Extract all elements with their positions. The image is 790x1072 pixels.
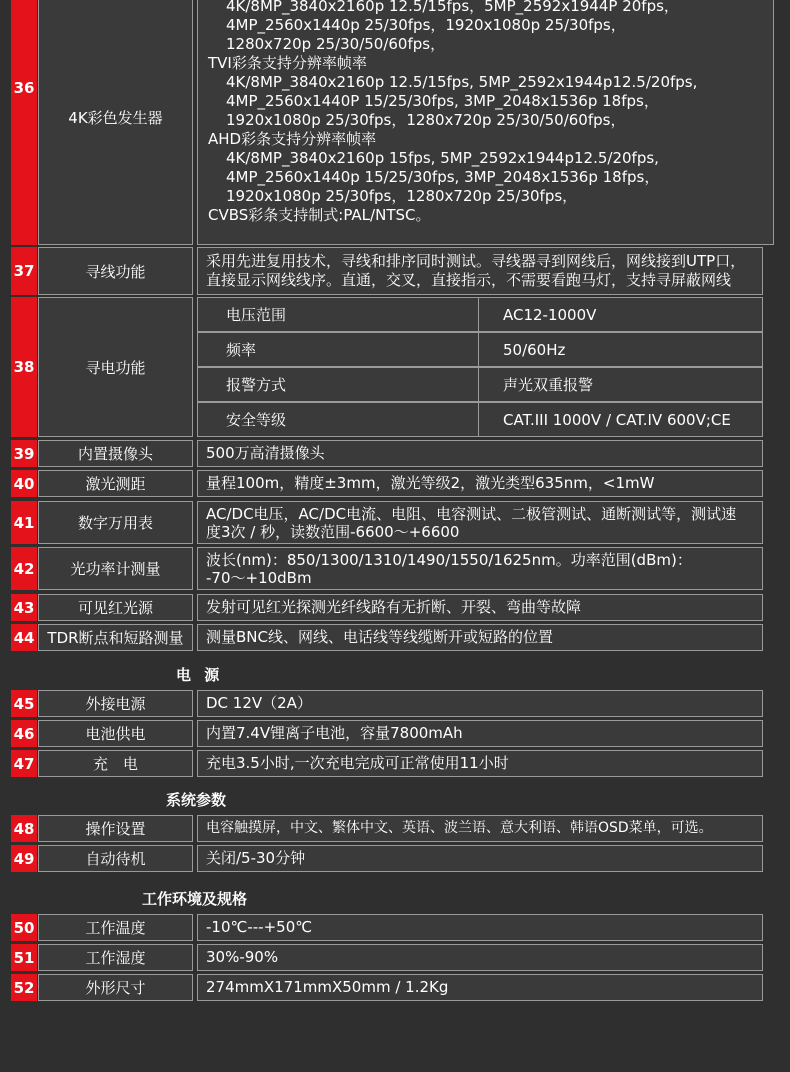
row-name: 4K彩色发生器: [38, 0, 193, 245]
sub-key: 频率: [197, 332, 479, 367]
value-line: 4K/8MP_3840x2160p 12.5/15fps, 5MP_2592x1944p12.5/20fps,: [226, 73, 698, 91]
row-value: [197, 247, 763, 295]
sub-row: [197, 402, 763, 437]
sub-key: 电压范围: [197, 297, 479, 332]
sub-row: [197, 332, 763, 367]
row-number: 50: [11, 914, 37, 941]
value-line: 1920x1080p 25/30fps，1280x720p 25/30fps，: [226, 187, 578, 205]
row-name: 数字万用表: [38, 501, 193, 544]
row-number: 40: [11, 470, 37, 497]
row-number: 45: [11, 690, 37, 717]
sub-key: 报警方式: [197, 367, 479, 402]
spec-row-46: [11, 720, 764, 747]
row-number: 47: [11, 750, 37, 777]
sub-value: 声光双重报警: [478, 367, 763, 402]
value-line: 采用先进复用技术，寻线和排序同时测试。寻线器寻到网线后，网线接到UTP口，: [206, 252, 746, 270]
sub-value: 50/60Hz: [478, 332, 763, 367]
row-number: 38: [11, 297, 37, 437]
row-value: 500万高清摄像头: [197, 440, 763, 467]
row-value: 274mmX171mmX50mm / 1.2Kg: [197, 974, 763, 1001]
section-title-power: 电 源: [176, 666, 224, 684]
spec-row-41: [11, 501, 764, 544]
row-number: 46: [11, 720, 37, 747]
row-value: 量程100m，精度±3mm，激光等级2，激光类型635nm，<1mW: [197, 470, 763, 497]
sub-row: [197, 367, 763, 402]
spec-row-36: [11, 0, 764, 245]
value-line: 4K/8MP_3840x2160p 12.5/15fps，5MP_2592x1944P 20fps，: [226, 0, 679, 15]
spec-row-44: [11, 624, 764, 651]
value-line: AC/DC电压，AC/DC电流、电阻、电容测试、二极管测试、通断测试等，测试速: [206, 504, 737, 523]
spec-row-40: [11, 470, 764, 497]
value-line: CVBS彩条支持制式:PAL/NTSC。: [208, 206, 431, 224]
row-value: 关闭/5-30分钟: [197, 845, 763, 872]
row-value: [197, 547, 763, 590]
row-number: 41: [11, 501, 37, 544]
row-name: 内置摄像头: [38, 440, 193, 467]
row-number: 52: [11, 974, 37, 1001]
voltage-detect-table: [197, 297, 763, 437]
row-value: 电容触摸屏，中文、繁体中文、英语、波兰语、意大利语、韩语OSD菜单，可选。: [197, 815, 763, 842]
value-line: AHD彩条支持分辨率帧率: [208, 130, 377, 148]
row-name: 工作湿度: [38, 944, 193, 971]
sub-row: [197, 297, 763, 332]
row-name: 操作设置: [38, 815, 193, 842]
row-value: 30%-90%: [197, 944, 763, 971]
value-line: 4MP_2560x1440p 15/25/30fps, 3MP_2048x1536p 18fps，: [226, 168, 660, 186]
section-title-system: 系统参数: [166, 791, 227, 809]
value-line: -70～+10dBm: [206, 568, 312, 587]
row-value: 测量BNC线、网线、电话线等线缆断开或短路的位置: [197, 624, 763, 651]
row-value: -10℃---+50℃: [197, 914, 763, 941]
section-title-env: 工作环境及规格: [142, 890, 248, 908]
row-name: 充 电: [38, 750, 193, 777]
value-line: 1920x1080p 25/30fps，1280x720p 25/30/50/60fps，: [226, 111, 626, 129]
value-line: 4MP_2560x1440P 15/25/30fps, 3MP_2048x1536p 18fps，: [226, 92, 659, 110]
spec-row-49: [11, 845, 764, 872]
row-value: DC 12V（2A）: [197, 690, 763, 717]
row-name: 自动待机: [38, 845, 193, 872]
row-name: 光功率计测量: [38, 547, 193, 590]
row-name: 寻线功能: [38, 247, 193, 295]
value-line: 4MP_2560x1440p 25/30fps，1920x1080p 25/30fps，: [226, 16, 626, 34]
row-number: 39: [11, 440, 37, 467]
row-number: 44: [11, 624, 37, 651]
row-number: 36: [13, 78, 35, 97]
value-line: 度3次 / 秒，读数范围-6600～+6600: [206, 522, 460, 541]
spec-row-48: [11, 815, 764, 842]
spec-row-51: [11, 944, 764, 971]
value-line: TVI彩条支持分辨率帧率: [208, 54, 367, 72]
value-line: 直接显示网线线序。直通，交叉，直接指示，不需要看跑马灯，支持寻屏蔽网线: [206, 271, 732, 289]
sub-value: AC12-1000V: [478, 297, 763, 332]
row-number: 51: [11, 944, 37, 971]
value-line: 波长(nm)：850/1300/1310/1490/1550/1625nm。功率范围(dBm)：: [206, 550, 692, 569]
row-value: 充电3.5小时,一次充电完成可正常使用11小时: [197, 750, 763, 777]
spec-row-45: [11, 690, 764, 717]
row-name: 寻电功能: [38, 297, 193, 437]
value-line: 1280x720p 25/30/50/60fps，: [226, 35, 446, 53]
spec-row-52: [11, 974, 764, 1001]
sub-value: CAT.III 1000V / CAT.IV 600V;CE: [478, 402, 763, 437]
sub-key: 安全等级: [197, 402, 479, 437]
spec-row-39: [11, 440, 764, 467]
row-name: 电池供电: [38, 720, 193, 747]
spec-row-42: [11, 547, 764, 590]
row-value: [197, 0, 774, 245]
row-value: [197, 501, 763, 544]
spec-row-37: [11, 247, 764, 295]
row-number: 37: [11, 247, 37, 295]
row-number: 43: [11, 594, 37, 621]
spec-row-47: [11, 750, 764, 777]
row-name: 可见红光源: [38, 594, 193, 621]
row-name: 外形尺寸: [38, 974, 193, 1001]
row-number: 48: [11, 815, 37, 842]
row-number: 49: [11, 845, 37, 872]
row-value: 内置7.4V锂离子电池，容量7800mAh: [197, 720, 763, 747]
spec-row-50: [11, 914, 764, 941]
row-name: 外接电源: [38, 690, 193, 717]
value-line: 4K/8MP_3840x2160p 15fps, 5MP_2592x1944p12.5/20fps,: [226, 149, 659, 167]
row-value: 发射可见红光探测光纤线路有无折断、开裂、弯曲等故障: [197, 594, 763, 621]
row-number: 42: [11, 547, 37, 590]
row-name: TDR断点和短路测量: [38, 624, 193, 651]
spec-row-43: [11, 594, 764, 621]
row-name: 激光测距: [38, 470, 193, 497]
row-name: 工作温度: [38, 914, 193, 941]
